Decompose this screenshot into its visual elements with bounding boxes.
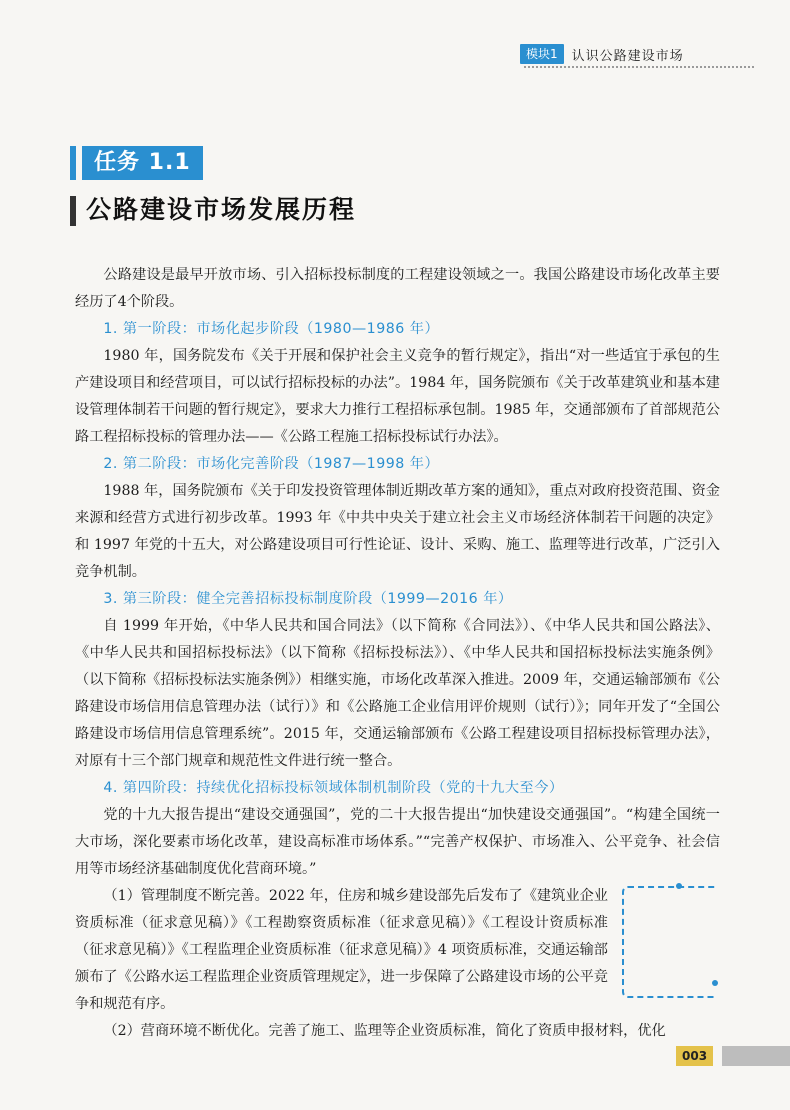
page-number-strip [722, 1046, 790, 1066]
page-title: 公路建设市场发展历程 [86, 195, 357, 224]
section-heading-1: 1. 第一阶段：市场化起步阶段（1980—1986 年） [103, 321, 440, 337]
paragraph-stage-2: 1988 年，国务院颁布《关于印发投资管理体制近期改革方案的通知》，重点对政府投资范围、资金来源和经营方式进行初步改革。1993 年《中共中央关于建立社会主义市场经济体制若干问题的决定》和 1997 年党的十五大，对公路建设项目可行性论证、设计、采购、施工、监理等进行改革，广泛引入竞争机制。 [75, 483, 720, 580]
section-heading-2: 2. 第二阶段：市场化完善阶段（1987—1998 年） [103, 456, 440, 472]
task-accent-bar [70, 146, 76, 180]
module-badge: 模块1 [520, 44, 564, 64]
task-label: 任务 1.1 [82, 146, 203, 180]
running-header [520, 44, 684, 64]
paragraph-point-1: （1）管理制度不断完善。2022 年，住房和城乡建设部先后发布了《建筑业企业资质标准（征求意见稿）》《工程勘察资质标准（征求意见稿）》《工程设计资质标准（征求意见稿）》《工程监理企业资质标准（征求意见稿）》4 项资质标准，交通运输部颁布了《公路水运工程监理企业资质管理规定》，进一步保障了公路建设市场的公平竞争和规范有序。 [75, 888, 608, 1012]
header-divider [524, 66, 754, 68]
paragraph-stage-1: 1980 年，国务院发布《关于开展和保护社会主义竞争的暂行规定》，指出“对一些适宜于承包的生产建设项目和经营项目，可以试行招标投标的办法”。1984 年，国务院颁布《关于改革建筑业和基本建设管理体制若干问题的暂行规定》，要求大力推行工程招标承包制。1985 年，交通部颁布了首部规范公路工程招标投标的管理办法——《公路工程施工招标投标试行办法》。 [75, 348, 720, 445]
page-number: 003 [676, 1046, 713, 1066]
title-accent-bar [70, 196, 76, 226]
note-box-dot-top [676, 883, 682, 889]
section-heading-3: 3. 第三阶段：健全完善招标投标制度阶段（1999—2016 年） [103, 591, 513, 607]
note-box-dot-bottom [712, 980, 718, 986]
paragraph-stage-3: 自 1999 年开始，《中华人民共和国合同法》（以下简称《合同法》）、《中华人民共和国公路法》、《中华人民共和国招标投标法》（以下简称《招标投标法》）、《中华人民共和国招标投标法实施条例》（以下简称《招标投标法实施条例》）相继实施，市场化改革深入推进。2009 年，交通运输部颁布《公路建设市场信用信息管理办法（试行）》和《公路施工企业信用评价规则（试行）》；同年开发了“全国公路建设市场信用信息管理系统”。2015 年，交通运输部颁布《公路工程建设项目招标投标管理办法》，对原有十三个部门规章和规范性文件进行统一整合。 [75, 618, 720, 769]
paragraph-point-2: （2）营商环境不断优化。完善了施工、监理等企业资质标准，简化了资质申报材料，优化 [103, 1023, 666, 1039]
note-box-outline [622, 886, 716, 998]
intro-paragraph: 公路建设是最早开放市场、引入招标投标制度的工程建设领域之一。我国公路建设市场化改革主要经历了4个阶段。 [75, 267, 720, 310]
module-title: 认识公路建设市场 [571, 48, 684, 64]
section-heading-4: 4. 第四阶段：持续优化招标投标领域体制机制阶段（党的十九大至今） [103, 780, 564, 796]
paragraph-stage-4: 党的十九大报告提出“建设交通强国”，党的二十大报告提出“加快建设交通强国”。“构建全国统一大市场，深化要素市场化改革，建设高标准市场体系。”“完善产权保护、市场准入、公平竞争、社会信用等市场经济基础制度优化营商环境。” [75, 807, 720, 877]
